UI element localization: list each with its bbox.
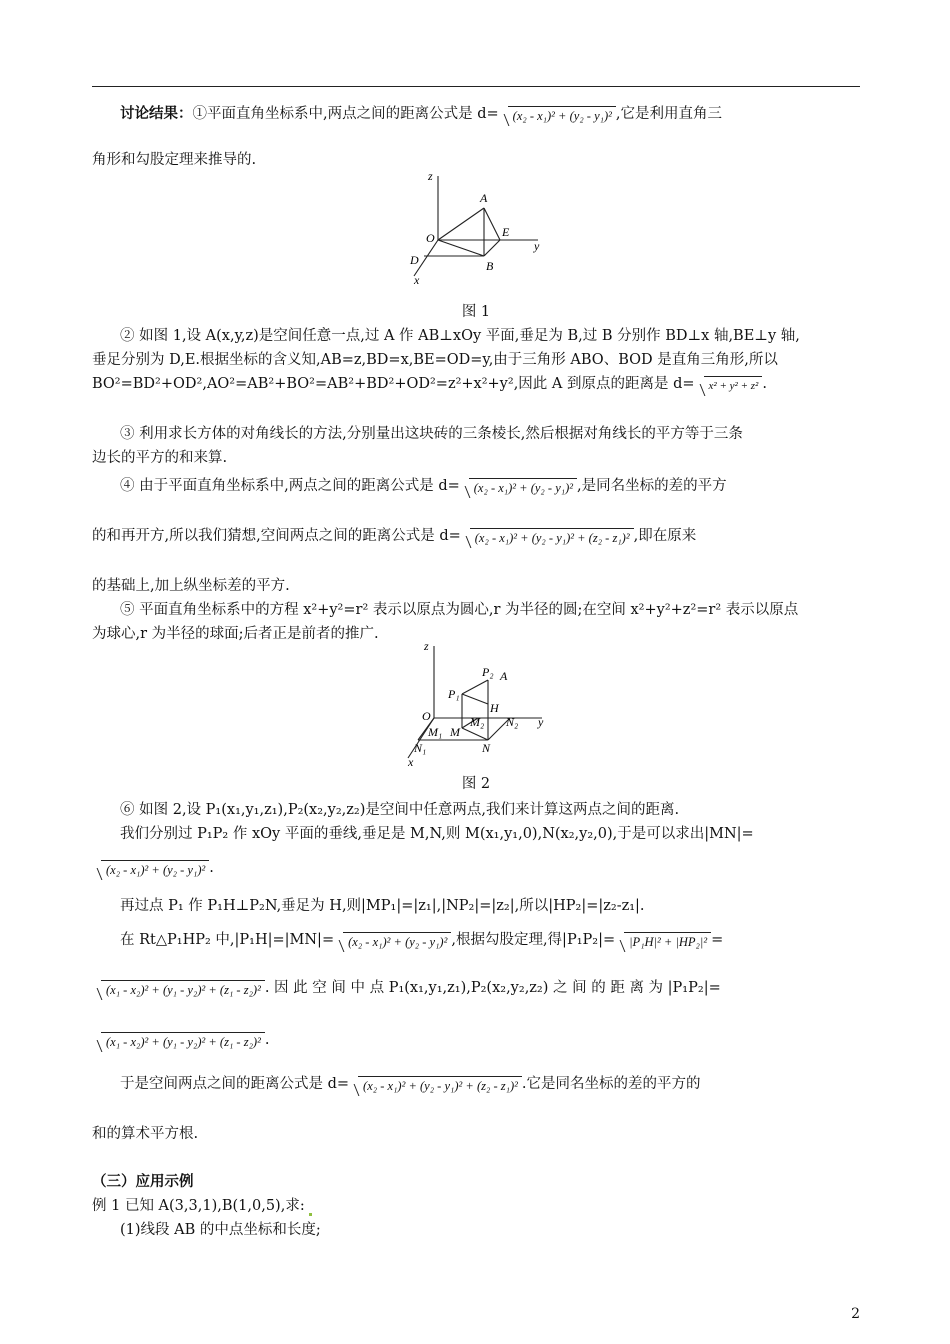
fig2-label-h: H [490, 701, 499, 715]
figure-2-caption: 图 2 [461, 776, 491, 792]
fig2-label-z: z [424, 640, 429, 653]
header-rule [92, 86, 860, 87]
fig1-label-x: x [414, 273, 420, 287]
section-heading: （三）应用示例 [92, 1173, 194, 1190]
formula-3d-distance-guess: (x₂ - x₁)² + (y₂ - y₁)² + (z₂ - z₁)² [461, 528, 634, 545]
fig2-label-m1: M₁ [428, 725, 443, 739]
formula-pythag: |P₁H|² + |HP₂|² [615, 932, 711, 949]
para-3-line-2: 边长的平方的和来算. [92, 450, 228, 466]
para-7-line-2: 和的算术平方根. [92, 1126, 199, 1142]
text: . [264, 1032, 270, 1048]
para-6-line-5 [120, 930, 890, 950]
para-3-line-1: ③ 利用求长方体的对角线长的方法,分别量出这块砖的三条棱长,然后根据对角线长的平方等于三条 [120, 426, 743, 442]
text: ,即在原来 [633, 528, 697, 544]
fig2-label-p1: P₁ [448, 687, 460, 701]
text: 例 1 已知 A(3,3,1),B(1,0,5),求: [92, 1198, 305, 1214]
para-6-line-4: 再过点 P₁ 作 P₁H⊥P₂N,垂足为 H,则|MP₁|=|z₁|,|NP₂|=|z₂|,所以|HP₂|=|z₂-z₁|. [120, 898, 645, 914]
fig1-label-d: D [410, 253, 419, 267]
formula-origin-distance: x² + y² + z² [695, 376, 763, 393]
fig2-label-x: x [408, 755, 414, 769]
para-6-line-3 [92, 858, 862, 878]
page-number: 2 [851, 1306, 860, 1322]
formula-p1p2-a: (x₁ - x₂)² + (y₁ - y₂)² + (z₁ - z₂)² [92, 980, 265, 997]
mark-dot [309, 1213, 312, 1216]
fig2-label-o: O [422, 709, 431, 723]
para-7-line-1 [120, 1074, 890, 1094]
fig2-label-n: N [482, 741, 491, 755]
fig1-label-a: A [480, 191, 488, 205]
fig2-label-m2: M₂ [470, 715, 485, 729]
result-line-1 [120, 104, 890, 124]
fig2-label-p2: P₂ [482, 665, 494, 679]
para-6-line-6 [92, 978, 862, 998]
text: BO²=BD²+OD²,AO²=AB²+BO²=AB²+BD²+OD²=z²+x²+y²,因此 A 到原点的距离是 d= [92, 376, 695, 392]
para-4-line-3: 的基础上,加上纵坐标差的平方. [92, 578, 290, 594]
fig2-label-m: M [450, 725, 460, 739]
fig2-label-a: A [500, 669, 508, 683]
text: ,根据勾股定理,得|P₁P₂|= [451, 932, 616, 948]
text: . [762, 376, 767, 392]
fig1-label-b: B [486, 259, 494, 273]
para-5-line-1: ⑤ 平面直角坐标系中的方程 x²+y²=r² 表示以原点为圆心,r 为半径的圆;在空间 x²+y²+z²=r² 表示以原点 [120, 602, 799, 618]
text: 的和再开方,所以我们猜想,空间两点之间的距离公式是 d= [92, 528, 461, 544]
fig2-label-y: y [538, 715, 544, 729]
formula-mn: (x₂ - x₁)² + (y₂ - y₁)² [92, 860, 209, 877]
para-2-line-1: ② 如图 1,设 A(x,y,z)是空间任意一点,过 A 作 AB⊥xOy 平面,垂足为 B,过 B 分别作 BD⊥x 轴,BE⊥y 轴, [120, 328, 800, 344]
figure-1-caption: 图 1 [461, 304, 491, 320]
fig1-label-o: O [426, 231, 435, 245]
formula-3d-distance: (x₂ - x₁)² + (y₂ - y₁)² + (z₂ - z₁)² [349, 1076, 522, 1093]
text: ①平面直角坐标系中,两点之间的距离公式是 d= [192, 106, 499, 122]
figure-2 [398, 640, 558, 770]
para-6-line-7 [92, 1030, 862, 1050]
para-4-line-2 [92, 526, 862, 546]
text: ④ 由于平面直角坐标系中,两点之间的距离公式是 d= [120, 478, 460, 494]
example-1-line-2: (1)线段 AB 的中点坐标和长度; [120, 1222, 321, 1238]
text: ,是同名坐标的差的平方 [577, 478, 727, 494]
para-5-line-2: 为球心,r 为半径的球面;后者正是前者的推广. [92, 626, 379, 642]
formula-p1h: (x₂ - x₁)² + (y₂ - y₁)² [334, 932, 451, 949]
figure-1 [398, 170, 558, 290]
fig2-label-n2: N₂ [506, 715, 519, 729]
fig2-label-n1: N₁ [414, 741, 427, 755]
para-6-line-1: ⑥ 如图 2,设 P₁(x₁,y₁,z₁),P₂(x₂,y₂,z₂)是空间中任意两点,我们来计算这两点之间的距离. [120, 802, 680, 818]
formula-2d-distance-repeat: (x₂ - x₁)² + (y₂ - y₁)² [460, 478, 577, 495]
fig1-label-e: E [502, 225, 510, 239]
fig1-label-z: z [428, 170, 433, 183]
text: = [711, 932, 724, 948]
result-heading: 讨论结果： [120, 105, 193, 122]
result-line-2: 角形和勾股定理来推导的. [92, 152, 257, 168]
text: 于是空间两点之间的距离公式是 d= [120, 1076, 350, 1092]
para-6-line-2: 我们分别过 P₁P₂ 作 xOy 平面的垂线,垂足是 M,N,则 M(x₁,y₁,0),N(x₂,y₂,0),于是可以求出|MN|= [120, 826, 754, 842]
formula-p1p2-b: (x₁ - x₂)² + (y₁ - y₂)² + (z₁ - z₂)² [92, 1032, 265, 1049]
text: ,它是利用直角三 [615, 106, 722, 122]
text: 在 Rt△P₁HP₂ 中,|P₁H|=|MN|= [120, 932, 335, 948]
para-4-line-1 [120, 476, 890, 496]
para-2-line-3 [92, 374, 862, 394]
fig1-label-y: y [534, 239, 540, 253]
para-2-line-2: 垂足分别为 D,E.根据坐标的含义知,AB=z,BD=x,BE=OD=y,由于三角形 ABO、BOD 是直角三角形,所以 [92, 352, 778, 368]
formula-2d-distance: (x₂ - x₁)² + (y₂ - y₁)² [499, 106, 616, 123]
text: . 因 此 空 间 中 点 P₁(x₁,y₁,z₁),P₂(x₂,y₂,z₂) 之 间 的 距 离 为 |P₁P₂|= [264, 980, 721, 996]
text: .它是同名坐标的差的平方的 [521, 1076, 701, 1092]
example-1-line-1 [92, 1196, 862, 1216]
text: . [209, 860, 214, 876]
